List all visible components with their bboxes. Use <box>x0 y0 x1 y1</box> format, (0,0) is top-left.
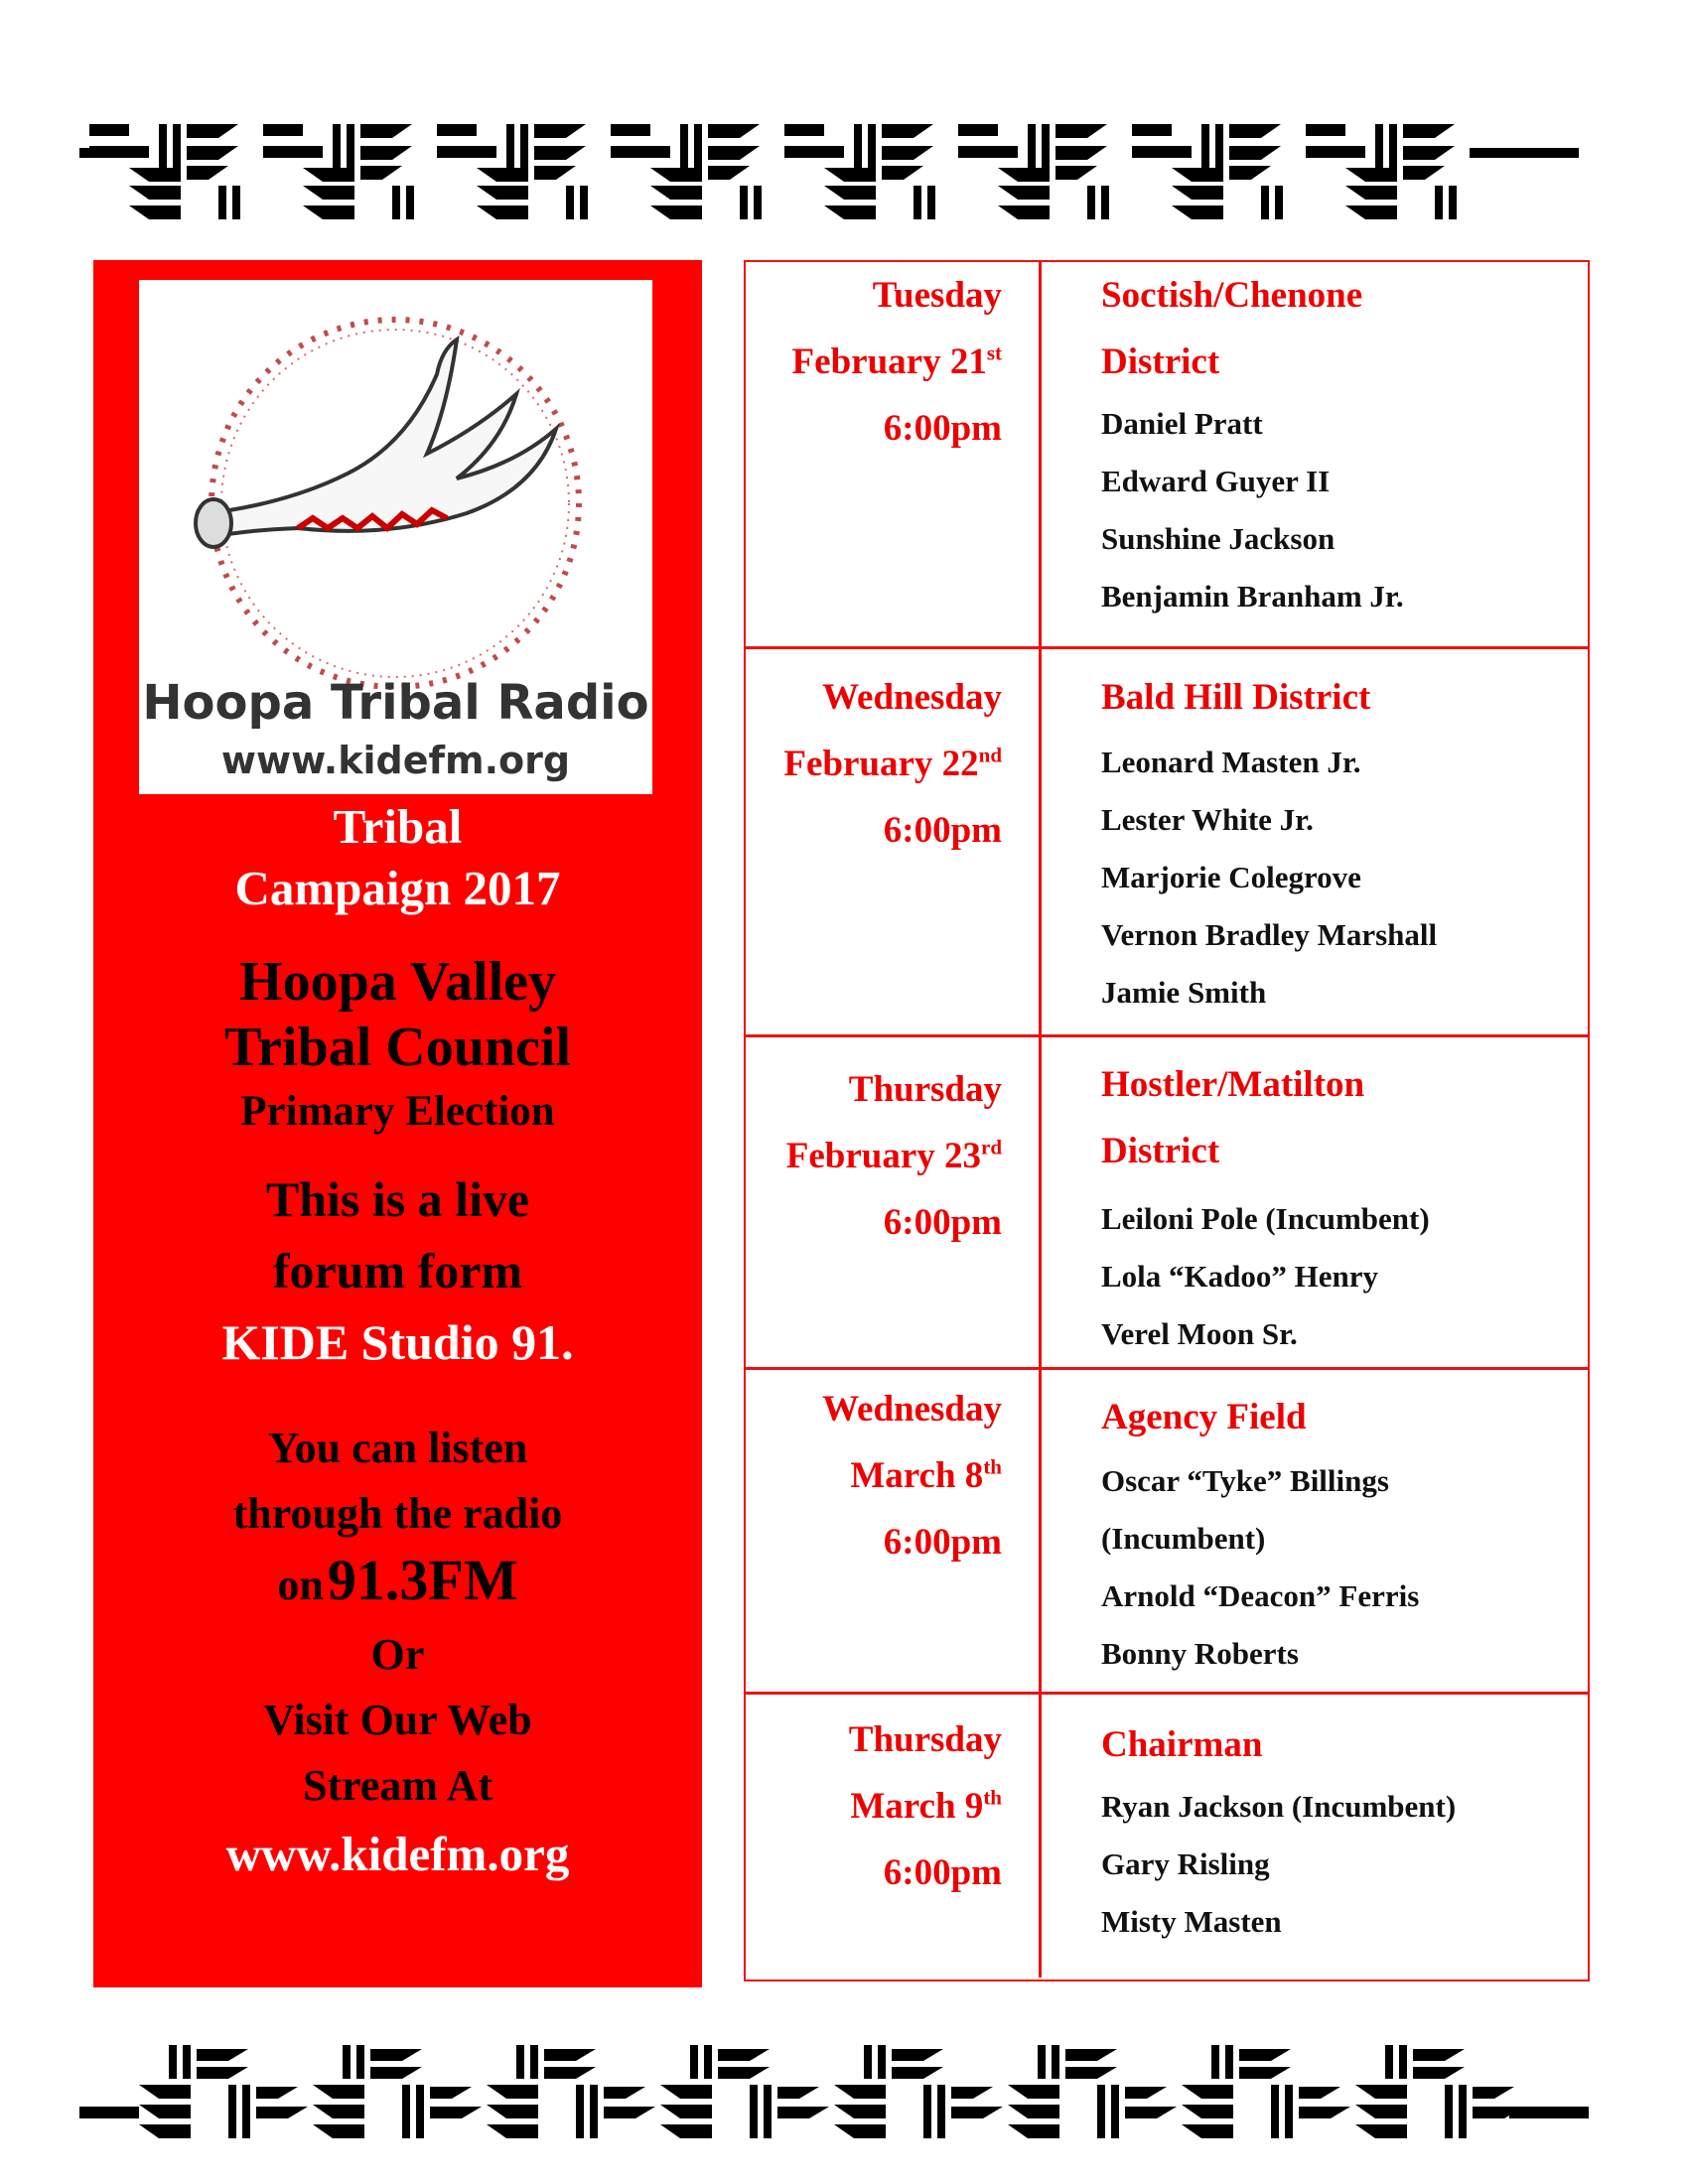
visit-line2: Stream At <box>302 1761 493 1810</box>
schedule-row-1-candidates <box>1101 395 1578 625</box>
time-label: 6:00pm <box>883 408 1002 449</box>
row-divider <box>746 646 1588 649</box>
time-label: 6:00pm <box>883 1202 1002 1243</box>
live-forum-line3: KIDE Studio 91. <box>221 1314 574 1370</box>
live-forum-line2: forum form <box>272 1243 523 1298</box>
candidate-name: Edward Guyer II <box>1101 464 1331 498</box>
schedule-row-1-district <box>1101 262 1578 395</box>
row-divider <box>746 1692 1588 1695</box>
district-name: Bald Hill District <box>1101 677 1371 718</box>
or-label: Or <box>370 1630 425 1679</box>
date-label: March 9th <box>850 1785 1002 1827</box>
primary-election-label: Primary Election <box>240 1088 555 1135</box>
candidate-name: Lola “Kadoo” Henry <box>1101 1259 1379 1294</box>
day-label: Thursday <box>848 1069 1002 1110</box>
schedule-row-2-candidates <box>1101 734 1578 1022</box>
time-label: 6:00pm <box>883 1522 1002 1563</box>
candidate-name: (Incumbent) <box>1101 1521 1266 1556</box>
zigzag-pattern-icon <box>79 124 1589 223</box>
date-label: March 8th <box>850 1454 1002 1496</box>
top-decorative-border <box>79 124 1589 223</box>
date-label: February 22nd <box>783 743 1002 784</box>
radio-logo <box>139 280 652 794</box>
district-name-cont: District <box>1101 1131 1220 1171</box>
schedule-row-1-date <box>746 262 1002 462</box>
district-name: Agency Field <box>1101 1397 1307 1437</box>
listen-line2: through the radio <box>232 1489 563 1538</box>
candidate-name: Jamie Smith <box>1101 975 1267 1010</box>
row-divider <box>746 1034 1588 1037</box>
left-info-panel <box>93 260 702 1987</box>
candidate-name: Vernon Bradley Marshall <box>1101 917 1438 952</box>
district-name: Hostler/Matilton <box>1101 1064 1365 1105</box>
schedule-row-5-date <box>746 1706 1002 1906</box>
candidate-name: Bonny Roberts <box>1101 1636 1299 1671</box>
radio-frequency: 91.3FM <box>327 1548 518 1612</box>
logo-station-name: Hoopa Tribal Radio <box>142 675 649 731</box>
visit-line1: Visit Our Web <box>263 1696 532 1744</box>
schedule-row-4-candidates <box>1101 1452 1578 1683</box>
schedule-row-3-district <box>1101 1051 1578 1184</box>
date-label: February 23rd <box>785 1135 1002 1176</box>
candidate-name: Ryan Jackson (Incumbent) <box>1101 1789 1457 1824</box>
schedule-row-2-date <box>746 664 1002 864</box>
candidate-name: Gary Risling <box>1101 1846 1270 1881</box>
candidate-name: Leonard Masten Jr. <box>1101 745 1361 779</box>
row-divider <box>746 1367 1588 1370</box>
zigzag-pattern-icon <box>79 2045 1589 2144</box>
day-label: Thursday <box>848 1719 1002 1760</box>
on-label: on <box>277 1561 324 1609</box>
candidate-name: Sunshine Jackson <box>1101 521 1336 556</box>
logo-website: www.kidefm.org <box>220 739 571 782</box>
district-name: Chairman <box>1101 1724 1263 1765</box>
candidate-name: Oscar “Tyke” Billings <box>1101 1463 1389 1498</box>
day-label: Tuesday <box>872 275 1002 316</box>
candidate-name: Lester White Jr. <box>1101 802 1314 837</box>
candidate-name: Leiloni Pole (Incumbent) <box>1101 1201 1430 1236</box>
schedule-row-4-date <box>746 1376 1002 1575</box>
listen-line1: You can listen <box>267 1424 528 1472</box>
district-name: Soctish/Chenone <box>1101 275 1363 316</box>
candidate-name: Misty Masten <box>1101 1904 1282 1939</box>
date-label: February 21st <box>791 341 1002 382</box>
council-heading-line2: Tribal Council <box>223 1017 571 1078</box>
day-label: Wednesday <box>822 677 1002 718</box>
schedule-row-5-district <box>1101 1711 1578 1778</box>
time-label: 6:00pm <box>883 810 1002 851</box>
radio-frequency-line <box>93 1541 702 1635</box>
council-heading-line1: Hoopa Valley <box>239 951 556 1013</box>
campaign-heading-line1: Tribal <box>333 799 463 854</box>
column-divider <box>1039 262 1042 1978</box>
schedule-row-4-district <box>1101 1384 1578 1450</box>
candidate-name: Arnold “Deacon” Ferris <box>1101 1578 1420 1613</box>
schedule-row-5-candidates <box>1101 1778 1578 1951</box>
schedule-row-3-date <box>746 1056 1002 1256</box>
candidate-name: Benjamin Branham Jr. <box>1101 579 1404 614</box>
day-label: Wednesday <box>822 1389 1002 1430</box>
website-link[interactable]: www.kidefm.org <box>225 1827 570 1881</box>
bottom-decorative-border <box>79 2045 1589 2144</box>
candidate-name: Marjorie Colegrove <box>1101 860 1361 894</box>
candidate-name: Daniel Pratt <box>1101 406 1263 441</box>
time-label: 6:00pm <box>883 1852 1002 1893</box>
candidate-name: Verel Moon Sr. <box>1101 1316 1298 1351</box>
live-forum-line1: This is a live <box>265 1171 530 1227</box>
forum-schedule-table <box>744 260 1590 1981</box>
schedule-row-2-district <box>1101 664 1578 731</box>
schedule-row-3-candidates <box>1101 1190 1578 1363</box>
campaign-heading-line2: Campaign 2017 <box>234 861 561 915</box>
district-name-cont: District <box>1101 341 1220 382</box>
